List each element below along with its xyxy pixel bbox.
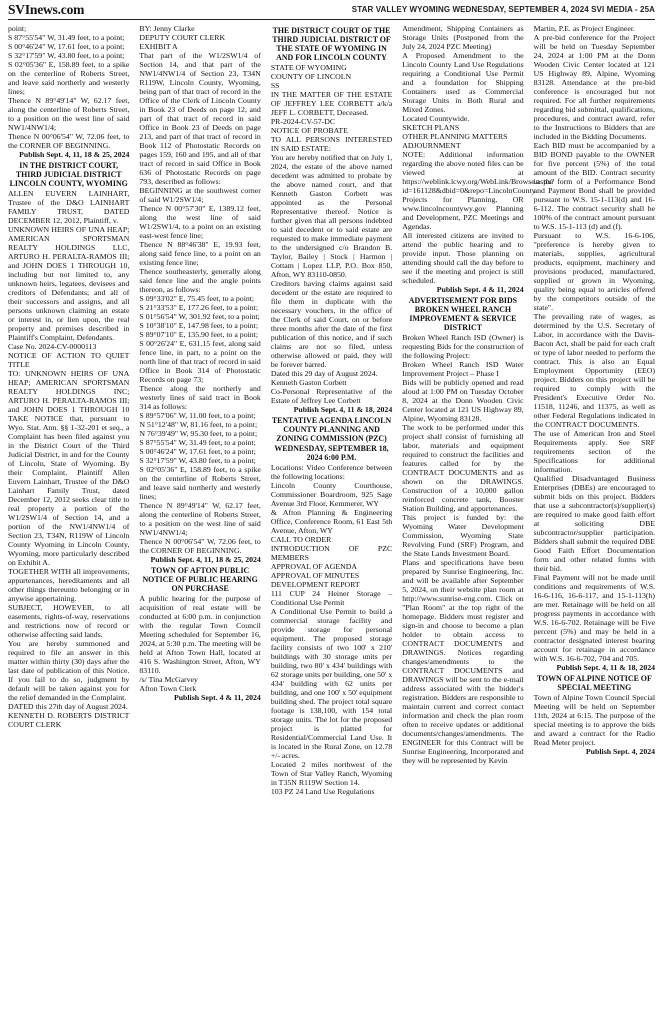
notice-paragraph: All interested citizens are invited to attend the public hearing and to provide input. Those planning on attending should call the day before to see if the meeting and project is still scheduled.	[402, 231, 524, 285]
notice-paragraph: Dated this 29 day of August 2024.	[270, 369, 378, 379]
publish-line: Publish Sept. 4, 2024	[585, 747, 656, 757]
notice-paragraph: STATE OF WYOMING	[270, 63, 347, 73]
notice-paragraph: Final Payment will not be made until conditions and requirements of W.S. 16-6-116, 16-6-117, and 15-1-113(h) are met. Retainage will be held on all progress payments in accordance with W.S. 16-6-702. Retainage will be Five percent (5%) and may be held in a contractor designated interest bearing account for retainage in accordance with W.S. 16-6-702, 704 and 705.	[533, 573, 656, 663]
notice-paragraph: S 02°05'36" E, 158.89 feet, to a spike on the centerline of Roberts Street, and leave said northerly and westerly lines;	[139, 465, 261, 501]
notice-paragraph: /s/ Tina McGarvey	[139, 675, 198, 685]
notice-paragraph: Thence along the northerly and westerly lines of said tract in Book 314 as follows:	[139, 384, 261, 411]
notice-paragraph: Broken Wheel Ranch ISD Water Improvement Project – Phase I	[402, 360, 524, 379]
column-2	[139, 24, 260, 1020]
notice-heading: THE DISTRICT COURT OF THE THIRD JUDICIAL DISTRICT OF THE STATE OF WYOMING IN AND FOR LINCOLN COUNTY	[272, 26, 391, 63]
notice-paragraph: OTHER PLANNING MATTERS	[402, 132, 508, 141]
notice-heading: TOWN OF AFTON PUBLIC NOTICE OF PUBLIC HEARING ON PURCHASE	[142, 566, 258, 594]
notice-paragraph: NOTE: Additional information regarding the above noted files can be viewed at https://weblink.lcwy.org/WebLink/Browse.aspx?id=161128&dbid=0&repo=LincolnCounty	[402, 150, 555, 195]
notice-paragraph: Thence N 88°46'38" E, 19.93 feet, along said fence line, to a point on an existing fence line;	[139, 240, 261, 267]
publish-line: Publish Sept. 4, 11 & 18, 2024	[293, 405, 393, 415]
notice-paragraph: S 89°07'10" E, 135.90 feet, to a point;	[139, 330, 258, 339]
notice-paragraph: NOTICE OF ACTION TO QUIET TITLE	[8, 351, 130, 370]
notice-paragraph: 103 PZ 24 Land Use Regulations	[270, 786, 375, 796]
notice-paragraph: UNKNOWN HEIRS OF UNA HEAP; AMERICAN SPORTSMAN REALTY HOLDINGS LLC, ARTURO H. PERALTA-RAMOS III; and JOHN DOES 1 THROUGH 10, including but not limited to, any unknown heirs, legatees, devisees and creditors of Defendants; and all of their successors and assigns, and all persons unknown claiming an estate or interest in, or lien upon, the real property and premises described in Plaintiff's Complaint, Defendants.	[8, 225, 130, 343]
notice-paragraph: N 51°12'48" W, 81.16 feet, to a point;	[139, 420, 258, 429]
notice-heading: TOWN OF ALPINE NOTICE OF SPECIAL MEETING	[536, 674, 652, 693]
notice-paragraph: Located Countywide.	[402, 114, 470, 123]
notice-paragraph: Kenneth Gaston Corbett	[270, 378, 347, 388]
notice-paragraph: Co-Personal Representative of the Estate of Jeffrey Lee Corbett	[270, 387, 393, 406]
publish-line: Publish Sept. 4, 11, 18 & 25, 2024	[19, 150, 130, 159]
page-dateline: STAR VALLEY WYOMING WEDNESDAY, SEPTEMBER 4, 2024 SVI MEDIA - 25A	[351, 5, 655, 14]
notice-paragraph: Projects for Planning, OR www.lincolncountywy.gov Planning and Development, PZC Meetings and Agendas.	[402, 195, 524, 231]
notice-paragraph: BEGINNING at the southwest corner of said W1/2SW1/4;	[139, 186, 261, 204]
notice-paragraph: S 32°17'59" W, 43.80 feet, to a point;	[8, 51, 125, 60]
notice-paragraph: Case No. 2024-CV-0000113	[8, 342, 97, 352]
publish-line: Publish Sept. 4 & 11, 2024	[436, 285, 524, 294]
site-name: SVInews.com	[8, 2, 85, 17]
notice-paragraph: The prevailing rate of wages, as determined by the U.S. Secretary of Labor, in accordance with the Davis-Bacon Act, shall be paid for each craft or type of labor needed to perform the contract. This is also an Equal Employment Opportunity (EEO) project. Bidders on this project will be required to comply with the President's Executive Order No. 11518, 11246, and 11375, as well as other Federal Regulations indicated in the CONTRACT DOCUMENTS.	[533, 312, 656, 429]
notice-paragraph: Thence N 89°49'14" W, 62.17 feet, along the centerline of Roberts Street, to a position on the west line of said NW1/4NW1/4;	[139, 501, 261, 537]
notice-paragraph: S 87°55'54" W, 31.49 feet, to a point;	[8, 33, 125, 42]
notice-paragraph: S 02°05'36" E, 158.89 feet, to a spike on the centerline of Roberts Street, and leave said northerly and westerly lines;	[8, 60, 130, 96]
notice-paragraph: 111 CUP 24 Heiner Storage – Conditional Use Permit	[270, 588, 393, 607]
notice-paragraph: Thence N 00°06'54" W, 72.06 feet, to the CORNER OF BEGINNING.	[139, 537, 261, 555]
notice-paragraph: Each BID must be accompanied by a BID BOND payable to the OWNER for five percent (5%) of the total amount of the BID. Contract security in the form of a Performance Bond and Payment Bond shall be provided pursuant to W.S. 15-1-113(d) and 16-6-112. The contract security shall be 100% of the contract amount pursuant to W.S. 15-1-113 (d) and (f).	[533, 141, 656, 231]
notice-paragraph: S 87°55'54" W, 31.49 feet, to a point;	[139, 438, 256, 447]
notice-paragraph: BY: Jenny Clarke	[139, 24, 195, 33]
notice-paragraph: You are hereby summoned and required to file an answer in this matter within thirty (30) days after the last date of publication of this Notice. If you fail to do so, judgment by default will be taken against you for the relief demanded in the Complaint.	[8, 639, 130, 703]
publish-line: Publish Sept. 4, 11 & 18, 2024	[556, 663, 656, 672]
notice-paragraph: S 21°33'53" E, 177.26 feet, to a point;	[139, 303, 258, 312]
column-1	[8, 24, 129, 1020]
notice-paragraph: S 00°46'24" W, 17.61 feet, to a point;	[139, 447, 256, 456]
notice-paragraph: PR-2024-CV-57-DC	[270, 117, 336, 127]
notice-paragraph: S 32°17'59" W, 43.80 feet, to a point;	[139, 456, 256, 465]
notice-paragraph: S 01°56'54" W, 301.92 feet, to a point;	[139, 312, 260, 321]
notice-paragraph: SS	[270, 81, 280, 91]
notice-paragraph: S 00°46'24" W, 17.61 feet, to a point;	[8, 42, 125, 51]
notice-paragraph: Town of Alpine Town Council Special Meeting will be held on September 11th, 2024 at 6:15. The purpose of the special meeting is to approve the bids and award a contract for the Radio Read Meter project.	[533, 693, 656, 748]
notice-paragraph: You are hereby notified that on July 1, 2024, the estate of the above named decedent was admitted to probate by the above named court, and that Kenneth Gaston Corbett was appointed as the Personal Representative thereof. Notice is further given that all persons indebted to said decedent or to said estate are requested to make immediate payment to the undersigned c/o Brandon B. Taylor, Bailey | Stock | Harmon | Cottam | Lopez LLP, P.O. Box 850, Afton, WY 83110-0850.	[270, 153, 393, 280]
notice-paragraph: APPROVAL OF MINUTES	[270, 570, 360, 580]
notice-paragraph: DATED this 27th day of August 2024.	[8, 702, 128, 712]
notice-paragraph: The work to be performed under this project shall consist of furnishing all labor, materials and equipment required to construct the facilities and features called for by the CONTRACT DOCUMENTS and as shown on the DRAWINGS. Construction of a 10,000 gallon reinforced concrete tank, Booster Station Building, and appurtenances.	[402, 423, 524, 514]
notice-paragraph: TO: UNKNOWN HEIRS OF UNA HEAP; AMERICAN SPORTSMAN REALTY HOLDINGS INC; ARTURO H. PERALTA-RAMOS III; and JOHN DOES 1 THROUGH 10 TAKE NOTICE that, pursuant to Wyo. Stat. Ann. §§ 1-32-201 et seq., a Complaint has been filed against you in the District Court of the Third Judicial District, in and for the County of Lincoln, State of Wyoming. By their Complaint, Plaintiff Allen Euvern Lainhart, Trustee of the D&O Lainhart Family Trust, dated December 12, 2012 seeks clear title to real property a portion of the W1/2SW1/4 of Section 14, and a portion of the NW1/4NW1/4 of Section 23, T34N, R119W of Lincoln County Wyoming in Lincoln County, Wyoming, more particularly described on Exhibit A.	[8, 369, 130, 568]
notice-paragraph: Afton Town Clerk	[139, 684, 197, 694]
notice-heading: ADVERTISEMENT FOR BIDS BROKEN WHEEL RANCH IMPROVEMENT & SERVICE DISTRICT	[408, 296, 518, 333]
notice-paragraph: Martin, P.E. as Project Engineer.	[533, 24, 635, 33]
publish-line: Publish Sept. 4 & 11, 2024	[173, 693, 261, 703]
notice-paragraph: Amendment, Shipping Containers as Storage Units (Postponed from the July 24, 2024 PZC Meeting)	[402, 24, 524, 51]
notice-paragraph: N 76°39'49" W, 95.30 feet, to a point;	[139, 429, 258, 438]
notice-paragraph: DEPUTY COURT CLERK	[139, 33, 226, 42]
notice-paragraph: Lincoln County Courthouse, Commissioner Boardroom, 925 Sage Avenue 3rd Floor, Kemmerer, WY	[270, 480, 393, 508]
notice-paragraph: & Afton Planning & Engineering Office, Conference Room, 61 East 5th Avenue, Afton, WY	[270, 507, 393, 535]
notice-paragraph: Locations: Video Conference between the following locations:	[270, 462, 393, 481]
page-header	[0, 0, 663, 20]
notice-paragraph: S 10°38'10" E, 147.98 feet, to a point;	[139, 321, 258, 330]
notice-paragraph: S 09°33'02" E, 75.45 feet, to a point;	[139, 294, 255, 303]
notice-paragraph: TOGETHER WITH all improvements, appurtenances, hereditaments and all other things thereunto belonging or in anywise appertaining.	[8, 567, 130, 604]
notice-paragraph: ALLEN EUVERN LAINHART, Trustee of the D&O LAINHART FAMILY TRUST, DATED DECEMBER 12, 2012, Plaintiff, v.	[8, 189, 130, 226]
column-3	[271, 24, 392, 1020]
notice-paragraph: S 00°26'24" E, 631.15 feet, along said fence line, in part, to a point on the north line of that tract of record in said Office in Book 314 of Photostatic Records on page 73;	[139, 339, 261, 384]
notice-paragraph: That part of the W1/2SW1/4 of Section 14, and that part of the NW1/4NW1/4 of Section 23, T34N R119W, Lincoln County, Wyoming, being part of that tract of record in the Office of the Clerk of Lincoln County in Book 23 of Deeds on page 12, and part of that tract of record in said Office in Book 23 of Deeds on page 213, and part of that tract of record in Book 112 of Photostatic Records on pages 159, 160 and 195, and all of that tract of record in said Office in Book 636 of Photostatic Records on page 793, described as follows:	[139, 51, 261, 186]
notice-paragraph: A public hearing for the purpose of acquisition of real estate will be conducted at 6:00 p.m. in conjunction with the regular Town Council Meeting scheduled for September 16, 2024, at 5:30 p.m. The meeting will be held at Afton Town Hall, located at 416 S. Washington Street, Afton, WY 83110.	[139, 594, 261, 676]
notice-paragraph: Bids will be publicly opened and read aloud at 1:00 PM on Tuesday October 8, 2024 at the Donn Wooden Civic Center located at 121 US Highway 89, Alpine, Wyoming 83128.	[402, 378, 524, 424]
notice-paragraph: IN THE MATTER OF THE ESTATE OF JEFFREY LEE CORBETT a/k/a JEFF L. CORBETT, Deceased.	[270, 90, 393, 118]
notice-paragraph: This project is funded by: the Wyoming Water Development Commission, Wyoming State Revolving Fund (SRF) Program, and the State Lands Investment Board.	[402, 513, 524, 559]
notice-paragraph: Thence N 89°49'14" W, 62.17 feet, along the centerline of Roberts Street, to a position on the west line of said NW1/4NW1/4;	[8, 96, 130, 132]
notice-paragraph: Broken Wheel Ranch ISD (Owner) is requesting Bids for the construction of the following Project:	[402, 333, 524, 361]
notice-paragraph: A pre-bid conference for the Project will be held on Tuesday September 24, 2024 at 1:00 PM at the Donn Wooden Civic Center located at 121 US Highway 89, Alpine, Wyoming 83128. Attendance at the pre-bid conference is encouraged but not required. For all further requirements regarding bid submittal, qualifications, procedures, and contract award, refer to the Instructions to Bidders that are included in the Bidding Documents.	[533, 33, 656, 141]
notice-paragraph: Qualified Disadvantaged Business Enterprises (DBEs) are encouraged to submit bids on this project. Bidders that use a subcontractor(s)/supplier(s) are required to make good faith effort at soliciting DBE subcontractor/supplier participation. Bidders shall submit the required DBE Good Faith Effort Documentation form and other related forms with their bid.	[533, 474, 656, 573]
notice-paragraph: TO ALL PERSONS INTERESTED IN SAID ESTATE:	[270, 135, 393, 154]
notice-paragraph: NOTICE OF PROBATE	[270, 126, 348, 136]
header-rule	[8, 19, 655, 20]
notice-paragraph: INTRODUCTION OF PZC MEMBERS	[270, 543, 393, 562]
legal-notices-columns	[8, 24, 655, 1020]
notice-paragraph: KENNETH D. ROBERTS DISTRICT COURT CLERK	[8, 711, 130, 730]
notice-paragraph: COUNTY OF LINCOLN	[270, 72, 352, 82]
notice-heading: IN THE DISTRICT COURT, THIRD JUDICIAL DISTRICT LINCOLN COUNTY, WYOMING	[9, 161, 128, 189]
notice-paragraph: Thence southeasterly, generally along said fence line and the angle points thereon, as follows:	[139, 267, 261, 294]
publish-line: Publish Sept. 4, 11, 18 & 25, 2024	[150, 555, 261, 564]
notice-paragraph: Located 2 miles northwest of the Town of Star Valley Ranch, Wyoming in T35N R119W Section 14.	[270, 759, 393, 787]
notice-paragraph: SUBJECT, HOWEVER, to all easements, rights-of-way, reservations and restrictions now of record or otherwise affecting said lands.	[8, 603, 130, 640]
notice-paragraph: S 89°57'06" W, 11.00 feet, to a point;	[139, 411, 256, 420]
notice-paragraph: A Conditional Use Permit to build a commercial storage facility and provide storage for personal equipment. The proposed storage facility consists of two 100' x 210' buildings with 30 storage units per building, two 80' x 434' buildings with 62 storage units per building, one 50' x 434' building with 62 units per building, and one 100' x 50' equipment building shed. The project total square footage is 138,100, with 154 total storage units. The lot for the proposed project is platted for Residential/Commercial Land Use. It is located in the Rural Zone, on 12.78 +/- acres.	[270, 606, 393, 760]
column-4	[402, 24, 555, 1020]
notice-heading: TENTATIVE AGENDA LINCOLN COUNTY PLANNING AND ZONING COMMISSION (PZC) WEDNESDAY, SEPTEMBER 18, 2024 6:00 P.M.	[271, 416, 392, 462]
notice-paragraph: ADJOURNMENT	[402, 141, 461, 150]
notice-paragraph: Thence N 00°57'30" E, 1389.12 feet, along the west line of said W1/2SW1/4, to a point on an existing east-west fence line;	[139, 204, 261, 240]
notice-paragraph: Creditors having claims against said decedent or the estate are required to file them in duplicate with the necessary vouchers, in the office of the Clerk of said Court, on or before three months after the date of the first publication of this notice, and if such claims are not so filed, unless otherwise allowed or paid, they will be forever barred.	[270, 279, 393, 370]
notice-paragraph: A Proposed Amendment to the Lincoln County Land Use Regulations requiring a Conditional Use Permit and a foundation for Shipping Containers used as Commercial Storage Units in Both Rural and Mixed Zones.	[402, 51, 524, 114]
notice-paragraph: Thence N 00°06'54" W, 72.06 feet, to the CORNER OF BEGINNING.	[8, 132, 130, 150]
column-5	[534, 24, 655, 1020]
notice-paragraph: APPROVAL OF AGENDA	[270, 561, 358, 571]
notice-paragraph: Pursuant to W.S. 16-6-106, "preference is hereby given to materials, supplies, agricultural products, equipment, machinery and provisions produced, manufactured, supplied or grown in Wyoming, quality being equal to articles offered by the competitors outside of the state".	[533, 231, 656, 312]
notice-paragraph: SKETCH PLANS	[402, 123, 460, 132]
notice-paragraph: CALL TO ORDER	[270, 534, 332, 544]
notice-paragraph: DEVELOPMENT REPORT	[270, 579, 360, 589]
notice-paragraph: point;	[8, 24, 27, 33]
notice-paragraph: The use of American Iron and Steel Requirements apply. See SRF requirements section of the Specifications for additional information.	[533, 429, 656, 474]
notice-paragraph: Plans and specifications have been prepared by Sunrise Engineering, Inc. and will be available after September 5, 2024, on their website plan room at http://www.sunrise-eng.com. Click on "Plan Room" at the top right of the homepage. Bidders must register and sign-in and choose to become a plan holder to obtain access to CONTRACT DOCUMENTS and DRAWINGS. Notices regarding changes/amendments to the CONTRACT DOCUMENTS and DRAWINGS will be sent to the e-mail address associated with the bidder's registration. Bidders are responsible to maintain current and correct contact information and check the plan room often to receive updates or additional documents/changes/amendments. The ENGINEER for this Contract will be Sunrise Engineering, Incorporated and they will be represented by Kevin	[402, 558, 524, 766]
notice-paragraph: EXHIBIT A	[139, 42, 178, 51]
